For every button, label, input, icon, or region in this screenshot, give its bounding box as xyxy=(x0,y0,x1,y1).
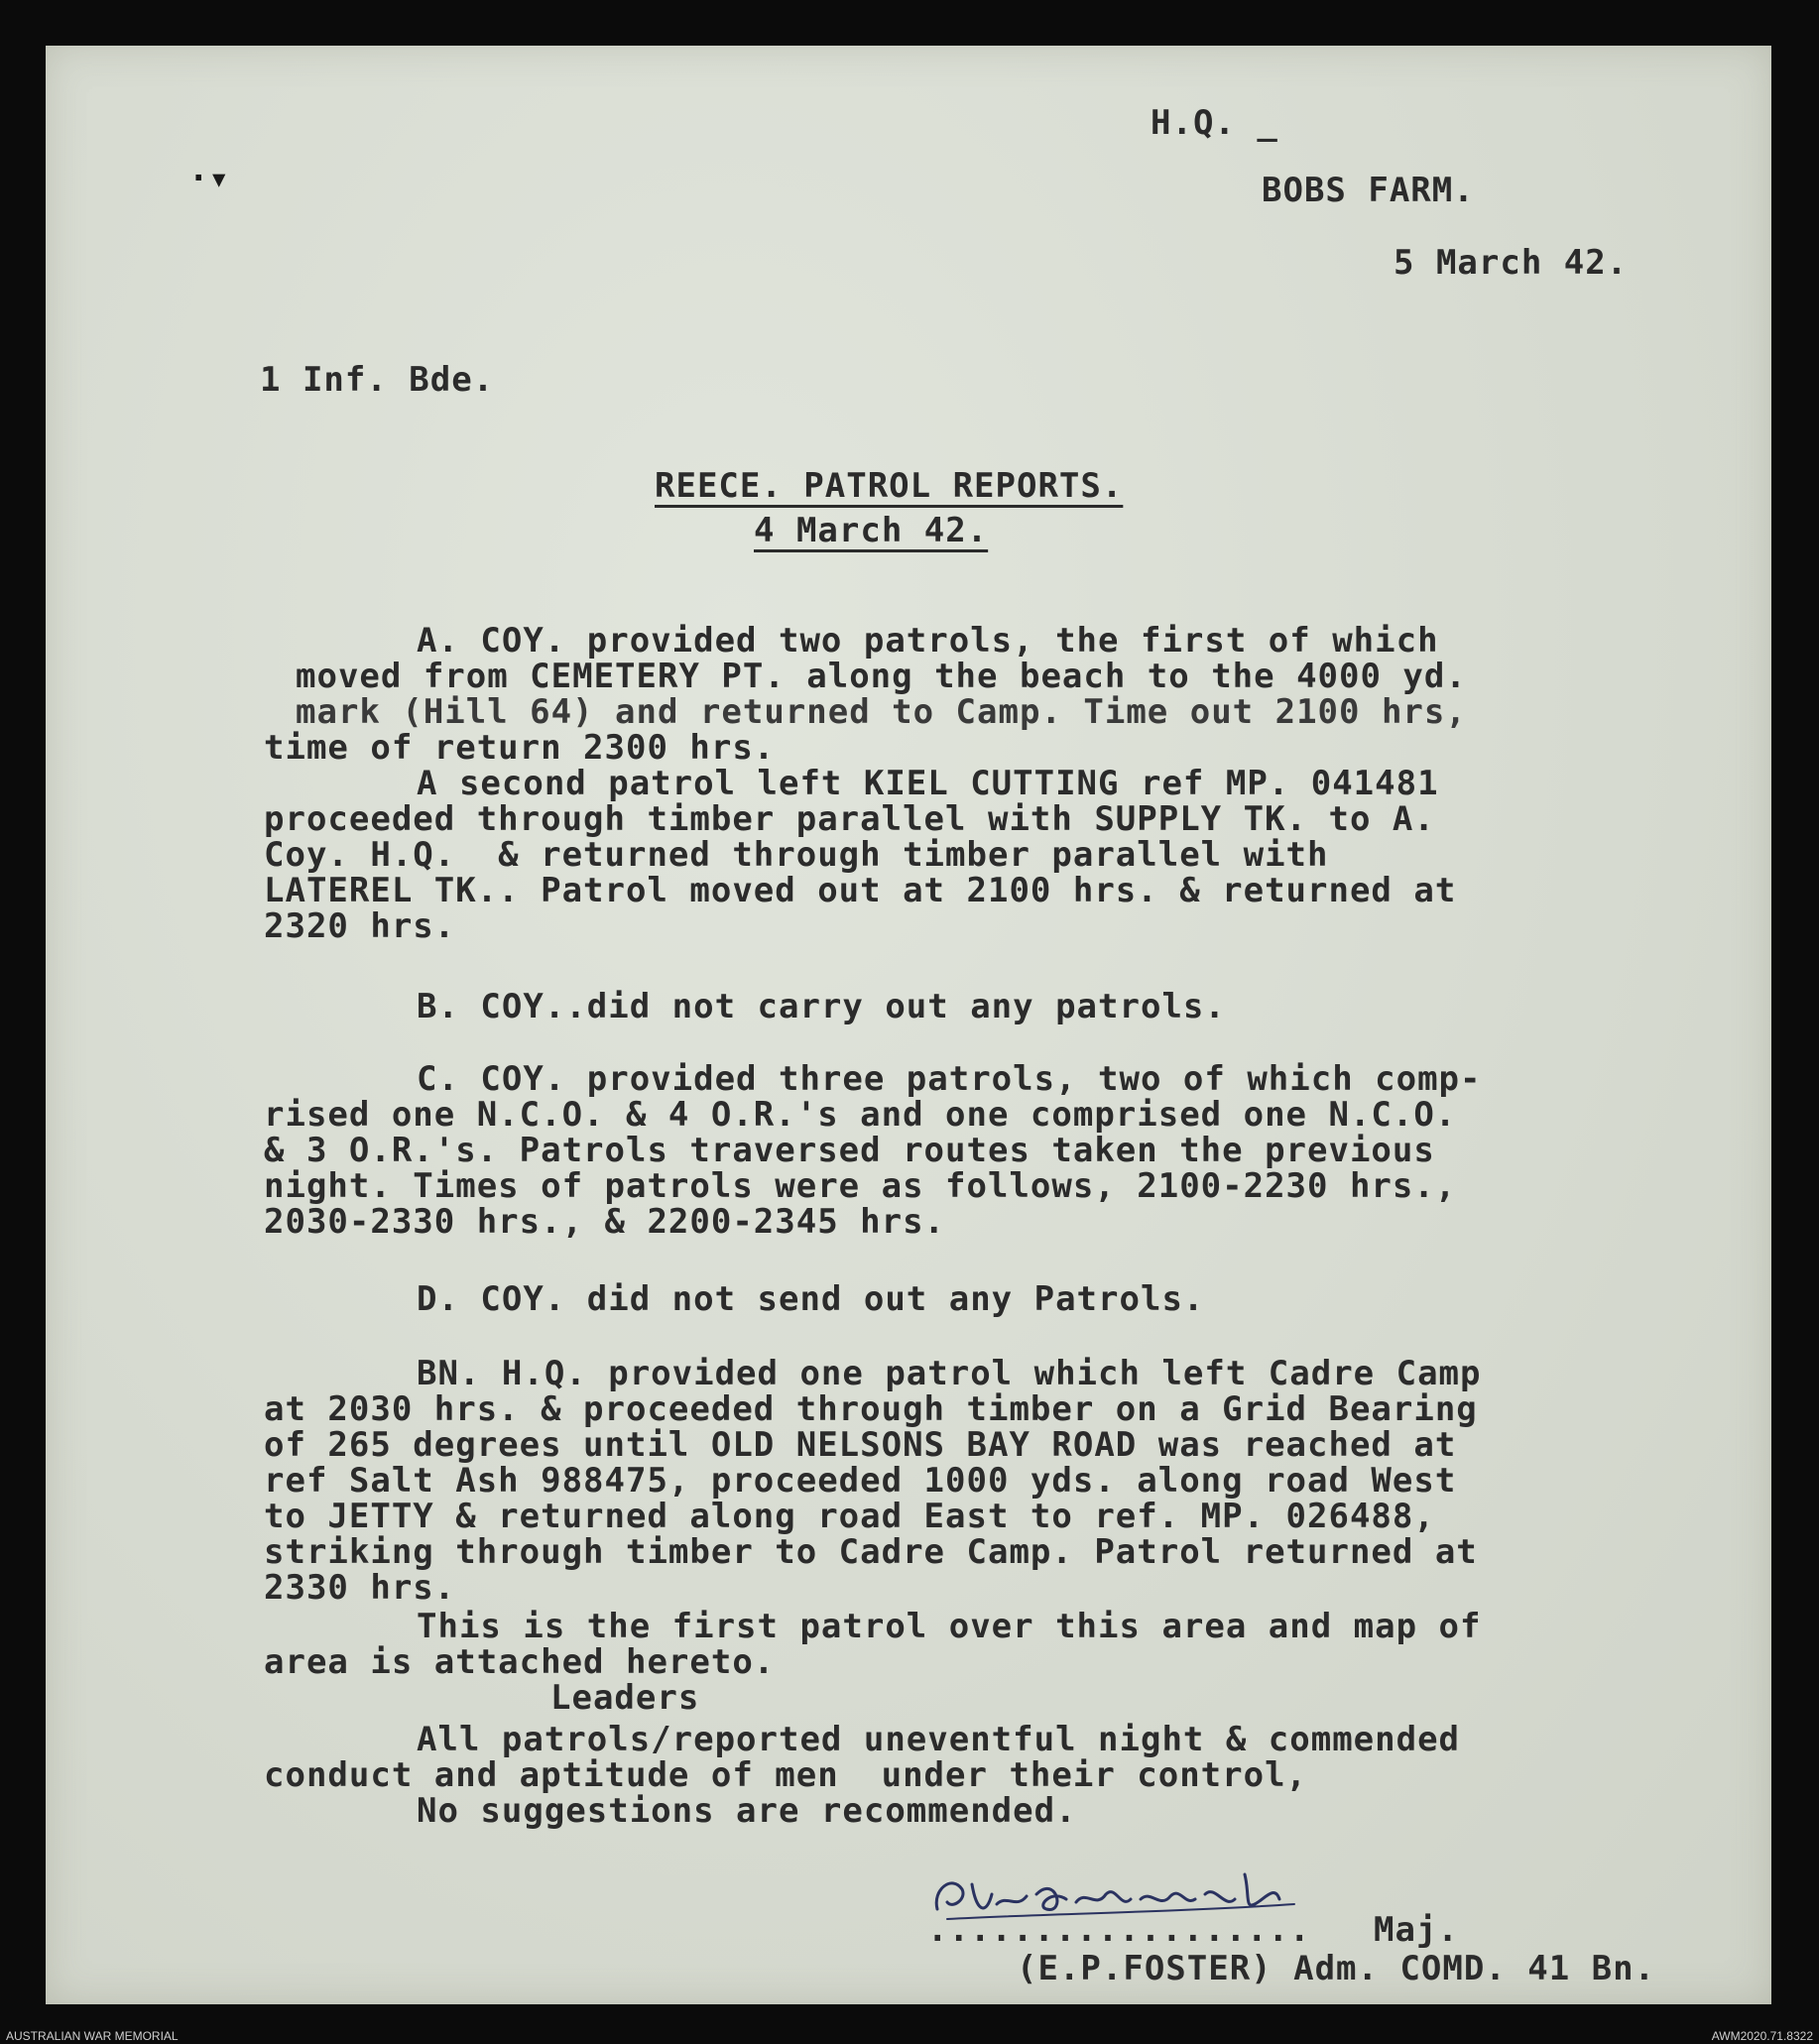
body-line: of 265 degrees until OLD NELSONS BAY ROAD was reached at xyxy=(264,1425,1457,1465)
body-line: C. COY. provided three patrols, two of which comp- xyxy=(417,1059,1482,1099)
body-line: A. COY. provided two patrols, the first of which xyxy=(417,621,1439,661)
body-line: No suggestions are recommended. xyxy=(417,1791,1077,1831)
body-line: & 3 O.R.'s. Patrols traversed routes taken the previous xyxy=(264,1131,1435,1170)
addressee: 1 Inf. Bde. xyxy=(260,360,495,400)
body-line: LATEREL TK.. Patrol moved out at 2100 hrs. & returned at xyxy=(264,871,1457,910)
body-line: ref Salt Ash 988475, proceeded 1000 yds. along road West xyxy=(264,1461,1457,1501)
body-line: This is the first patrol over this area and map of xyxy=(417,1607,1482,1646)
body-line: striking through timber to Cadre Camp. Patrol returned at xyxy=(264,1532,1478,1572)
archive-reference: AWM2020.71.8322 xyxy=(1711,2029,1813,2043)
report-title: REECE. PATROL REPORTS. xyxy=(655,466,1124,506)
body-line: A second patrol left KIEL CUTTING ref MP. 041481 xyxy=(417,764,1439,803)
body-line: to JETTY & returned along road East to ref. MP. 026488, xyxy=(264,1497,1435,1536)
body-line: D. COY. did not send out any Patrols. xyxy=(417,1279,1205,1319)
body-line: 2030-2330 hrs., & 2200-2345 hrs. xyxy=(264,1202,946,1242)
hq-heading: H.Q. _ xyxy=(1151,103,1278,143)
body-line: Coy. H.Q. & returned through timber parallel with xyxy=(264,835,1329,875)
ink-mark: ·▾ xyxy=(188,159,229,198)
body-line: Leaders xyxy=(550,1678,700,1718)
signature-dots: .................. xyxy=(927,1910,1311,1950)
body-line: time of return 2300 hrs. xyxy=(264,728,776,768)
signatory-rank: Maj. xyxy=(1374,1910,1459,1950)
body-line: at 2030 hrs. & proceeded through timber on a Grid Bearing xyxy=(264,1389,1478,1429)
body-line: conduct and aptitude of men under their control, xyxy=(264,1755,1308,1795)
body-line: proceeded through timber parallel with SUPPLY TK. to A. xyxy=(264,799,1435,839)
body-line: BN. H.Q. provided one patrol which left Cadre Camp xyxy=(417,1354,1482,1393)
body-line: mark (Hill 64) and returned to Camp. Time out 2100 hrs, xyxy=(296,692,1467,732)
body-line: 2330 hrs. xyxy=(264,1568,456,1608)
letter-date: 5 March 42. xyxy=(1394,243,1629,283)
body-line: B. COY..did not carry out any patrols. xyxy=(417,987,1226,1026)
body-line: night. Times of patrols were as follows, 2100-2230 hrs., xyxy=(264,1166,1457,1206)
body-line: area is attached hereto. xyxy=(264,1642,776,1682)
body-line: rised one N.C.O. & 4 O.R.'s and one comprised one N.C.O. xyxy=(264,1095,1457,1135)
archive-credit: AUSTRALIAN WAR MEMORIAL xyxy=(6,2029,179,2043)
report-subtitle: 4 March 42. xyxy=(754,511,989,550)
location: BOBS FARM. xyxy=(1262,171,1475,210)
body-line: moved from CEMETERY PT. along the beach to the 4000 yd. xyxy=(296,657,1467,696)
body-line: 2320 hrs. xyxy=(264,906,456,946)
signatory-name: (E.P.FOSTER) Adm. COMD. 41 Bn. xyxy=(1017,1949,1656,1988)
body-line: All patrols/reported uneventful night & commended xyxy=(417,1720,1461,1759)
